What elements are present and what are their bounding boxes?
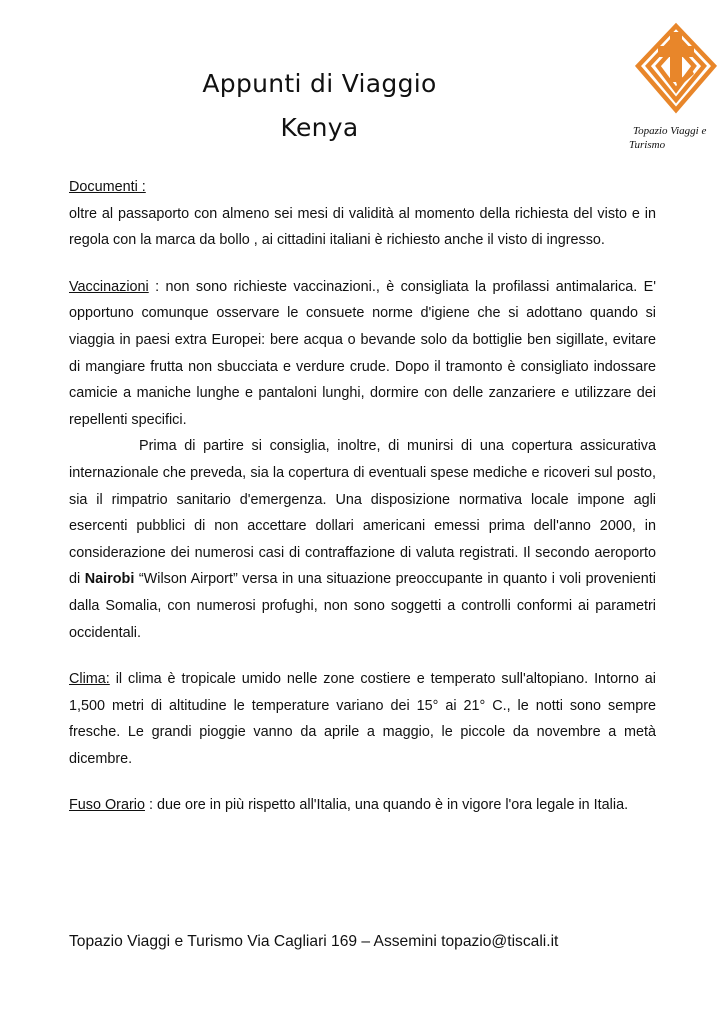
documenti-heading: Documenti :: [69, 179, 146, 195]
assicurazione-text-before: Prima di partire si consiglia, inoltre, di munirsi di una copertura assicurativa internazionale che preveda, sia la copertura di eventuali spese mediche e ricoveri sul posto, sia il rimpatrio sanitario d'emergenza. Una disposizione normativa locale impone agli esercenti pubblici di non accettare dollari americani emessi prima dell'anno 2000, in considerazione dei numerosi casi di contraffazione di valuta registrati. Il secondo aeroporto di: [69, 438, 656, 588]
assicurazione-text-after: “Wilson Airport” versa in una situazione preoccupante in quanto i voli provenienti dalla Somalia, con numerosi profughi, non sono soggetti a controlli conformi ai parametri occidentali.: [69, 571, 656, 641]
fuso-heading: Fuso Orario: [69, 797, 145, 814]
logo-caption: [629, 124, 724, 152]
fuso-text: : due ore in più rispetto all'Italia, una quando è in vigore l'ora legale in Italia.: [144, 797, 629, 814]
title-line-1: Appunti di Viaggio: [202, 69, 437, 98]
vaccinazioni-heading: Vaccinazioni: [69, 278, 149, 295]
vaccinazioni-paragraph: [69, 274, 656, 434]
title-line-2: Kenya: [280, 113, 359, 142]
clima-heading: Clima:: [69, 671, 110, 688]
fuso-paragraph: [69, 792, 656, 819]
nairobi-label: Nairobi: [84, 571, 135, 588]
page-title: [0, 62, 724, 150]
clima-paragraph: [69, 666, 656, 772]
documenti-text: oltre al passaporto con almeno sei mesi di validità al momento della richiesta del visto e in regola con la marca da bollo , ai cittadini italiani è richiesto anche il visto di ingresso.: [69, 205, 656, 249]
footer-contact: Topazio Viaggi e Turismo Via Cagliari 169 – Assemini topazio@tiscali.it: [69, 933, 559, 950]
logo-caption-line-2: Turismo: [629, 139, 666, 151]
vaccinazioni-text: : non sono richieste vaccinazioni., è consigliata la profilassi antimalarica. E' opportuno comunque osservare le consuete norme d'igiene che si adottano quando si viaggia in paesi extra Europei: bere acqua o bevande solo da bottiglie ben sigillate, evitare di mangiare frutta non sbucciata e verdure crude. Dopo il tramonto è consigliato indossare camicie a maniche lunghe e pantaloni lunghi, dormire con delle zanzariere e utilizzare dei repellenti specifici.: [69, 278, 656, 428]
clima-text: il clima è tropicale umido nelle zone costiere e temperato sull'altopiano. Intorno ai 1,500 metri di altitudine le temperature variano dei 15° ai 21° C., le notti sono sempre fresche. Le grandi pioggie vanno da aprile a maggio, le piccole da novembre a metà dicembre.: [69, 671, 656, 767]
logo-caption-line-1: Topazio Viaggi e: [633, 125, 707, 137]
document-body: [69, 174, 656, 819]
topazio-logo-icon: [634, 22, 718, 118]
assicurazione-paragraph: [69, 433, 656, 646]
documenti-heading-line: [69, 174, 656, 201]
